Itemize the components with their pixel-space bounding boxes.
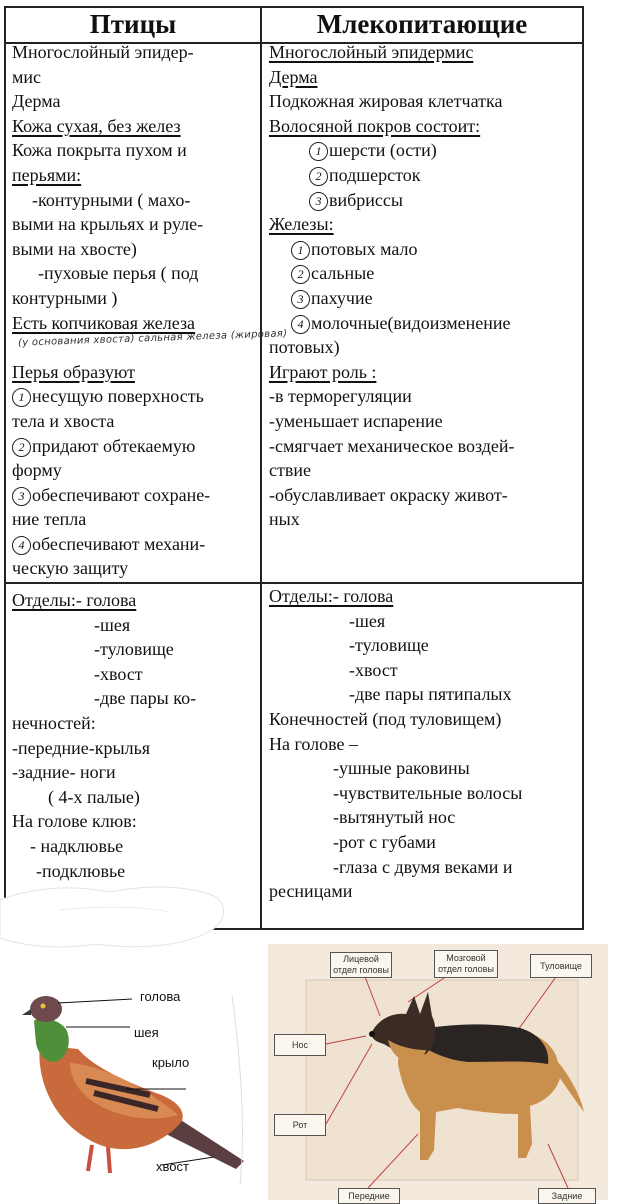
- dog-figure: [268, 944, 608, 1200]
- dog-label-mouth: Рот: [274, 1114, 326, 1136]
- text-line: - надклювье: [30, 835, 124, 856]
- text-line: нечностей:: [12, 712, 96, 733]
- text-line: Волосяной покров состоит:: [269, 115, 481, 136]
- text-line: придают обтекаемую: [32, 435, 196, 456]
- text-line: форму: [12, 460, 62, 481]
- text-line: -смягчает механическое воздей-: [269, 435, 515, 456]
- comparison-table: [4, 6, 584, 930]
- birds-skin-cell: [12, 40, 258, 581]
- pigeon-illustration: [0, 985, 260, 1200]
- pigeon-figure: [0, 985, 260, 1200]
- text-line: -задние- ноги: [12, 762, 116, 783]
- text-line: ческую защиту: [12, 558, 129, 579]
- text-line: -шея: [94, 614, 131, 635]
- dog-label-trunk: Туловище: [530, 954, 592, 978]
- text-line: подшерсток: [329, 164, 421, 185]
- text-line: Отделы:- голова: [12, 590, 137, 610]
- text-line: -вытянутый нос: [333, 807, 456, 828]
- text-line: -контурными ( махо-: [32, 189, 191, 210]
- text-line: ( 4-х палые): [48, 786, 140, 807]
- text-line: -пуховые перья ( под: [38, 263, 199, 284]
- text-line: шерсти (ости): [329, 140, 437, 161]
- text-line: -две пары ко-: [94, 688, 197, 709]
- text-line: -рот с губами: [333, 831, 436, 852]
- text-line: -хвост: [349, 659, 398, 680]
- text-line: пахучие: [311, 287, 373, 308]
- pigeon-label-neck: шея: [134, 1025, 159, 1040]
- text-line: -ушные раковины: [333, 758, 470, 779]
- text-line: потовых мало: [311, 238, 418, 259]
- birds-body-cell: [12, 588, 258, 883]
- text-line: вибриссы: [329, 189, 403, 210]
- text-line: Перья образуют: [12, 361, 135, 382]
- text-line: ных: [269, 509, 300, 530]
- text-line: -глаза с двумя веками и: [333, 856, 513, 877]
- text-line: потовых): [269, 337, 340, 358]
- text-line: Железы:: [269, 214, 334, 235]
- whiteout-blot: [0, 880, 230, 952]
- text-line: -туловище: [94, 639, 174, 660]
- text-line: выми на крыльях и руле-: [12, 214, 204, 235]
- number-circle: 2: [12, 438, 31, 457]
- mammals-skin-cell: [269, 40, 579, 532]
- number-circle: 1: [12, 388, 31, 407]
- text-line: обеспечивают механи-: [32, 533, 206, 554]
- text-line: Дерма: [269, 66, 318, 87]
- number-circle: 3: [309, 192, 328, 211]
- text-line: На голове клюв:: [12, 811, 137, 832]
- number-circle: 1: [291, 241, 310, 260]
- text-line: ние тепла: [12, 509, 87, 530]
- number-circle: 4: [291, 315, 310, 334]
- text-line: Дерма: [12, 91, 61, 112]
- text-line: Кожа покрыта пухом и: [12, 140, 187, 161]
- text-line: Конечностей (под туловищем): [269, 708, 502, 729]
- table-border-left: [4, 6, 6, 930]
- number-circle: 1: [309, 142, 328, 161]
- text-line: мис: [12, 66, 42, 87]
- text-line: Играют роль :: [269, 361, 377, 382]
- text-line: выми на хвосте): [12, 238, 137, 259]
- text-line: Кожа сухая, без желез: [12, 115, 181, 136]
- dog-label-brain-skull: Мозговой отдел головы: [434, 950, 498, 978]
- text-line: На голове –: [269, 733, 359, 754]
- text-line: -шея: [349, 610, 386, 631]
- dog-label-face-skull: Лицевой отдел головы: [330, 952, 392, 978]
- header-birds: Птицы: [89, 9, 177, 39]
- text-line: перьями:: [12, 164, 82, 185]
- dog-label-nose: Нос: [274, 1034, 326, 1056]
- pigeon-label-tail: хвост: [156, 1159, 189, 1174]
- text-line: -хвост: [94, 663, 143, 684]
- text-line: Многослойный эпидер-: [12, 42, 194, 62]
- pigeon-label-wing: крыло: [152, 1055, 190, 1070]
- text-line: Подкожная жировая клетчатка: [269, 91, 503, 112]
- text-line: сальные: [311, 263, 375, 284]
- dog-label-hind-legs: Задние: [538, 1188, 596, 1204]
- dog-label-front-legs: Передние: [338, 1188, 400, 1204]
- mammals-body-cell: [269, 584, 579, 904]
- text-line: Многослойный эпидермис: [269, 42, 474, 62]
- text-line: -в терморегуляции: [269, 386, 412, 407]
- text-line: контурными ): [12, 287, 118, 308]
- text-line: Есть копчиковая железа: [12, 312, 196, 333]
- text-line: -две пары пятипалых: [349, 684, 512, 705]
- text-line: -уменьшает испарение: [269, 410, 443, 431]
- number-circle: 2: [309, 167, 328, 186]
- text-line: -подклювье: [36, 860, 126, 881]
- text-line: молочные(видоизменение: [311, 312, 511, 333]
- number-circle: 2: [291, 265, 310, 284]
- text-line: обеспечивают сохране-: [32, 484, 211, 505]
- text-line: Отделы:- голова: [269, 586, 394, 606]
- text-line: ресницами: [269, 881, 353, 902]
- number-circle: 4: [12, 536, 31, 555]
- table-border-right: [582, 6, 584, 930]
- text-line: -обуславливает окраску живот-: [269, 484, 508, 505]
- text-line: ствие: [269, 460, 311, 481]
- column-divider: [260, 6, 262, 930]
- text-line: тела и хвоста: [12, 410, 115, 431]
- header-mammals: Млекопитающие: [316, 9, 528, 39]
- text-line: несущую поверхность: [32, 386, 204, 407]
- handwritten-note: (у основания хвоста) сальная железа (жировая): [17, 328, 288, 349]
- text-line: -передние-крылья: [12, 737, 151, 758]
- pigeon-label-head: голова: [140, 989, 181, 1004]
- text-line: -туловище: [349, 635, 429, 656]
- dog-illustration: [268, 944, 608, 1200]
- number-circle: 3: [291, 290, 310, 309]
- number-circle: 3: [12, 487, 31, 506]
- text-line: -чувствительные волосы: [333, 782, 523, 803]
